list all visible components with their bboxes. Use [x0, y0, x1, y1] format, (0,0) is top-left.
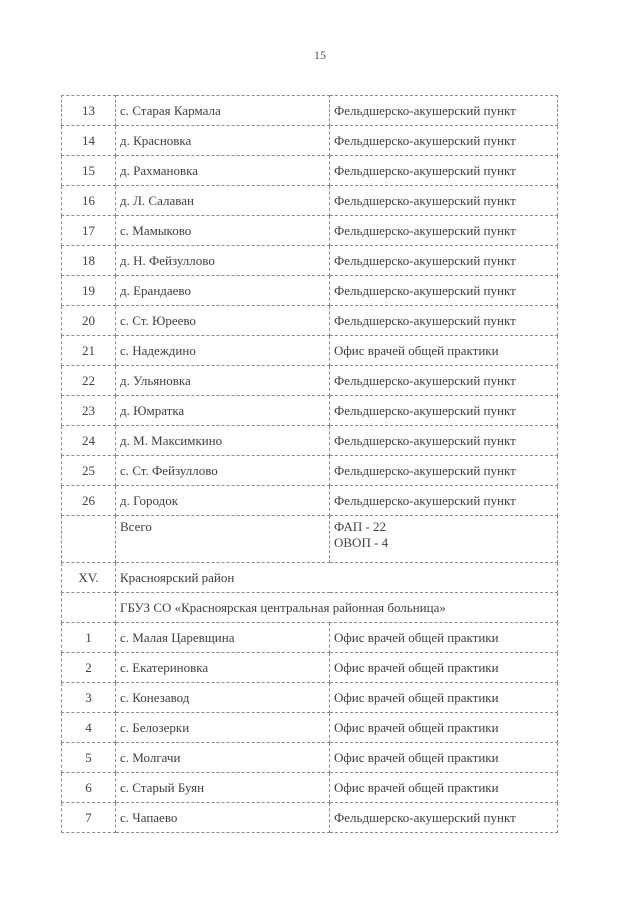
- table-row: [62, 366, 558, 396]
- facility-type: Офис врачей общей практики: [330, 713, 558, 743]
- total-values-cell: [330, 516, 558, 563]
- settlement-name: с. Старая Кармала: [116, 96, 330, 126]
- total-label: Всего: [116, 516, 330, 563]
- row-number: 16: [62, 186, 116, 216]
- facility-type: Фельдшерско-акушерский пункт: [330, 426, 558, 456]
- row-number: 6: [62, 773, 116, 803]
- settlement-name: д. Л. Салаван: [116, 186, 330, 216]
- table-row: [62, 186, 558, 216]
- total-row: [62, 516, 558, 563]
- row-number: 26: [62, 486, 116, 516]
- settlement-name: д. Ульяновка: [116, 366, 330, 396]
- facility-type: Фельдшерско-акушерский пункт: [330, 456, 558, 486]
- table-row: [62, 426, 558, 456]
- settlement-name: д. Ерандаево: [116, 276, 330, 306]
- row-number: 18: [62, 246, 116, 276]
- table-row: [62, 246, 558, 276]
- row-number: 14: [62, 126, 116, 156]
- section-district-row: [62, 563, 558, 593]
- table-row: [62, 743, 558, 773]
- settlement-name: д. Городок: [116, 486, 330, 516]
- settlement-name: с. Ст. Юреево: [116, 306, 330, 336]
- row-number: 13: [62, 96, 116, 126]
- page-number: 15: [314, 48, 326, 62]
- facility-type: Офис врачей общей практики: [330, 623, 558, 653]
- table-body-bottom: [62, 623, 558, 833]
- facility-type: Фельдшерско-акушерский пункт: [330, 276, 558, 306]
- table-row: [62, 773, 558, 803]
- facility-type: Фельдшерско-акушерский пункт: [330, 803, 558, 833]
- facility-type: Офис врачей общей практики: [330, 743, 558, 773]
- settlement-name: д. Рахмановка: [116, 156, 330, 186]
- settlement-name: с. Старый Буян: [116, 773, 330, 803]
- facility-type: Фельдшерско-акушерский пункт: [330, 216, 558, 246]
- row-number: 21: [62, 336, 116, 366]
- row-number: 19: [62, 276, 116, 306]
- facility-type: Офис врачей общей практики: [330, 683, 558, 713]
- row-number: 5: [62, 743, 116, 773]
- facility-type: Фельдшерско-акушерский пункт: [330, 396, 558, 426]
- table-row: [62, 486, 558, 516]
- settlement-name: д. М. Максимкино: [116, 426, 330, 456]
- facility-type: Фельдшерско-акушерский пункт: [330, 156, 558, 186]
- facility-type: Фельдшерско-акушерский пункт: [330, 96, 558, 126]
- row-number: 24: [62, 426, 116, 456]
- settlement-name: с. Чапаево: [116, 803, 330, 833]
- table-row: [62, 623, 558, 653]
- institution-num-cell: [62, 593, 116, 623]
- row-number: 17: [62, 216, 116, 246]
- facility-type: Офис врачей общей практики: [330, 653, 558, 683]
- table-row: [62, 306, 558, 336]
- row-number: 3: [62, 683, 116, 713]
- section-number: XV.: [62, 563, 116, 593]
- row-number: 20: [62, 306, 116, 336]
- total-ovop: ОВОП - 4: [334, 535, 389, 550]
- table-row: [62, 96, 558, 126]
- row-number: 23: [62, 396, 116, 426]
- settlement-name: д. Н. Фейзуллово: [116, 246, 330, 276]
- settlement-name: с. Екатериновка: [116, 653, 330, 683]
- facility-type: Фельдшерско-акушерский пункт: [330, 126, 558, 156]
- table-row: [62, 803, 558, 833]
- facility-type: Фельдшерско-акушерский пункт: [330, 486, 558, 516]
- section-institution-row: [62, 593, 558, 623]
- row-number: 25: [62, 456, 116, 486]
- facility-type: Офис врачей общей практики: [330, 336, 558, 366]
- total-fap: ФАП - 22: [334, 519, 387, 534]
- facility-type: Фельдшерско-акушерский пункт: [330, 306, 558, 336]
- facility-type: Фельдшерско-акушерский пункт: [330, 186, 558, 216]
- section-institution: ГБУЗ СО «Красноярская центральная районная больница»: [116, 593, 558, 623]
- settlement-name: с. Конезавод: [116, 683, 330, 713]
- facility-type: Офис врачей общей практики: [330, 773, 558, 803]
- settlement-name: с. Белозерки: [116, 713, 330, 743]
- table-row: [62, 216, 558, 246]
- total-num-cell: [62, 516, 116, 563]
- settlement-name: с. Молгачи: [116, 743, 330, 773]
- table-body-top: [62, 96, 558, 516]
- settlement-name: с. Надеждино: [116, 336, 330, 366]
- row-number: 22: [62, 366, 116, 396]
- facility-type: Фельдшерско-акушерский пункт: [330, 366, 558, 396]
- facilities-table: [61, 95, 558, 833]
- table-row: [62, 276, 558, 306]
- row-number: 2: [62, 653, 116, 683]
- table-row: [62, 713, 558, 743]
- table-row: [62, 336, 558, 366]
- table-row: [62, 396, 558, 426]
- table-row: [62, 156, 558, 186]
- table-total-section: [62, 516, 558, 623]
- table-row: [62, 683, 558, 713]
- table-row: [62, 456, 558, 486]
- settlement-name: с. Малая Царевщина: [116, 623, 330, 653]
- row-number: 1: [62, 623, 116, 653]
- settlement-name: с. Ст. Фейзуллово: [116, 456, 330, 486]
- table-row: [62, 653, 558, 683]
- table-row: [62, 126, 558, 156]
- row-number: 7: [62, 803, 116, 833]
- section-district: Красноярский район: [116, 563, 558, 593]
- settlement-name: д. Красновка: [116, 126, 330, 156]
- facility-type: Фельдшерско-акушерский пункт: [330, 246, 558, 276]
- settlement-name: с. Мамыково: [116, 216, 330, 246]
- row-number: 15: [62, 156, 116, 186]
- settlement-name: д. Юмратка: [116, 396, 330, 426]
- row-number: 4: [62, 713, 116, 743]
